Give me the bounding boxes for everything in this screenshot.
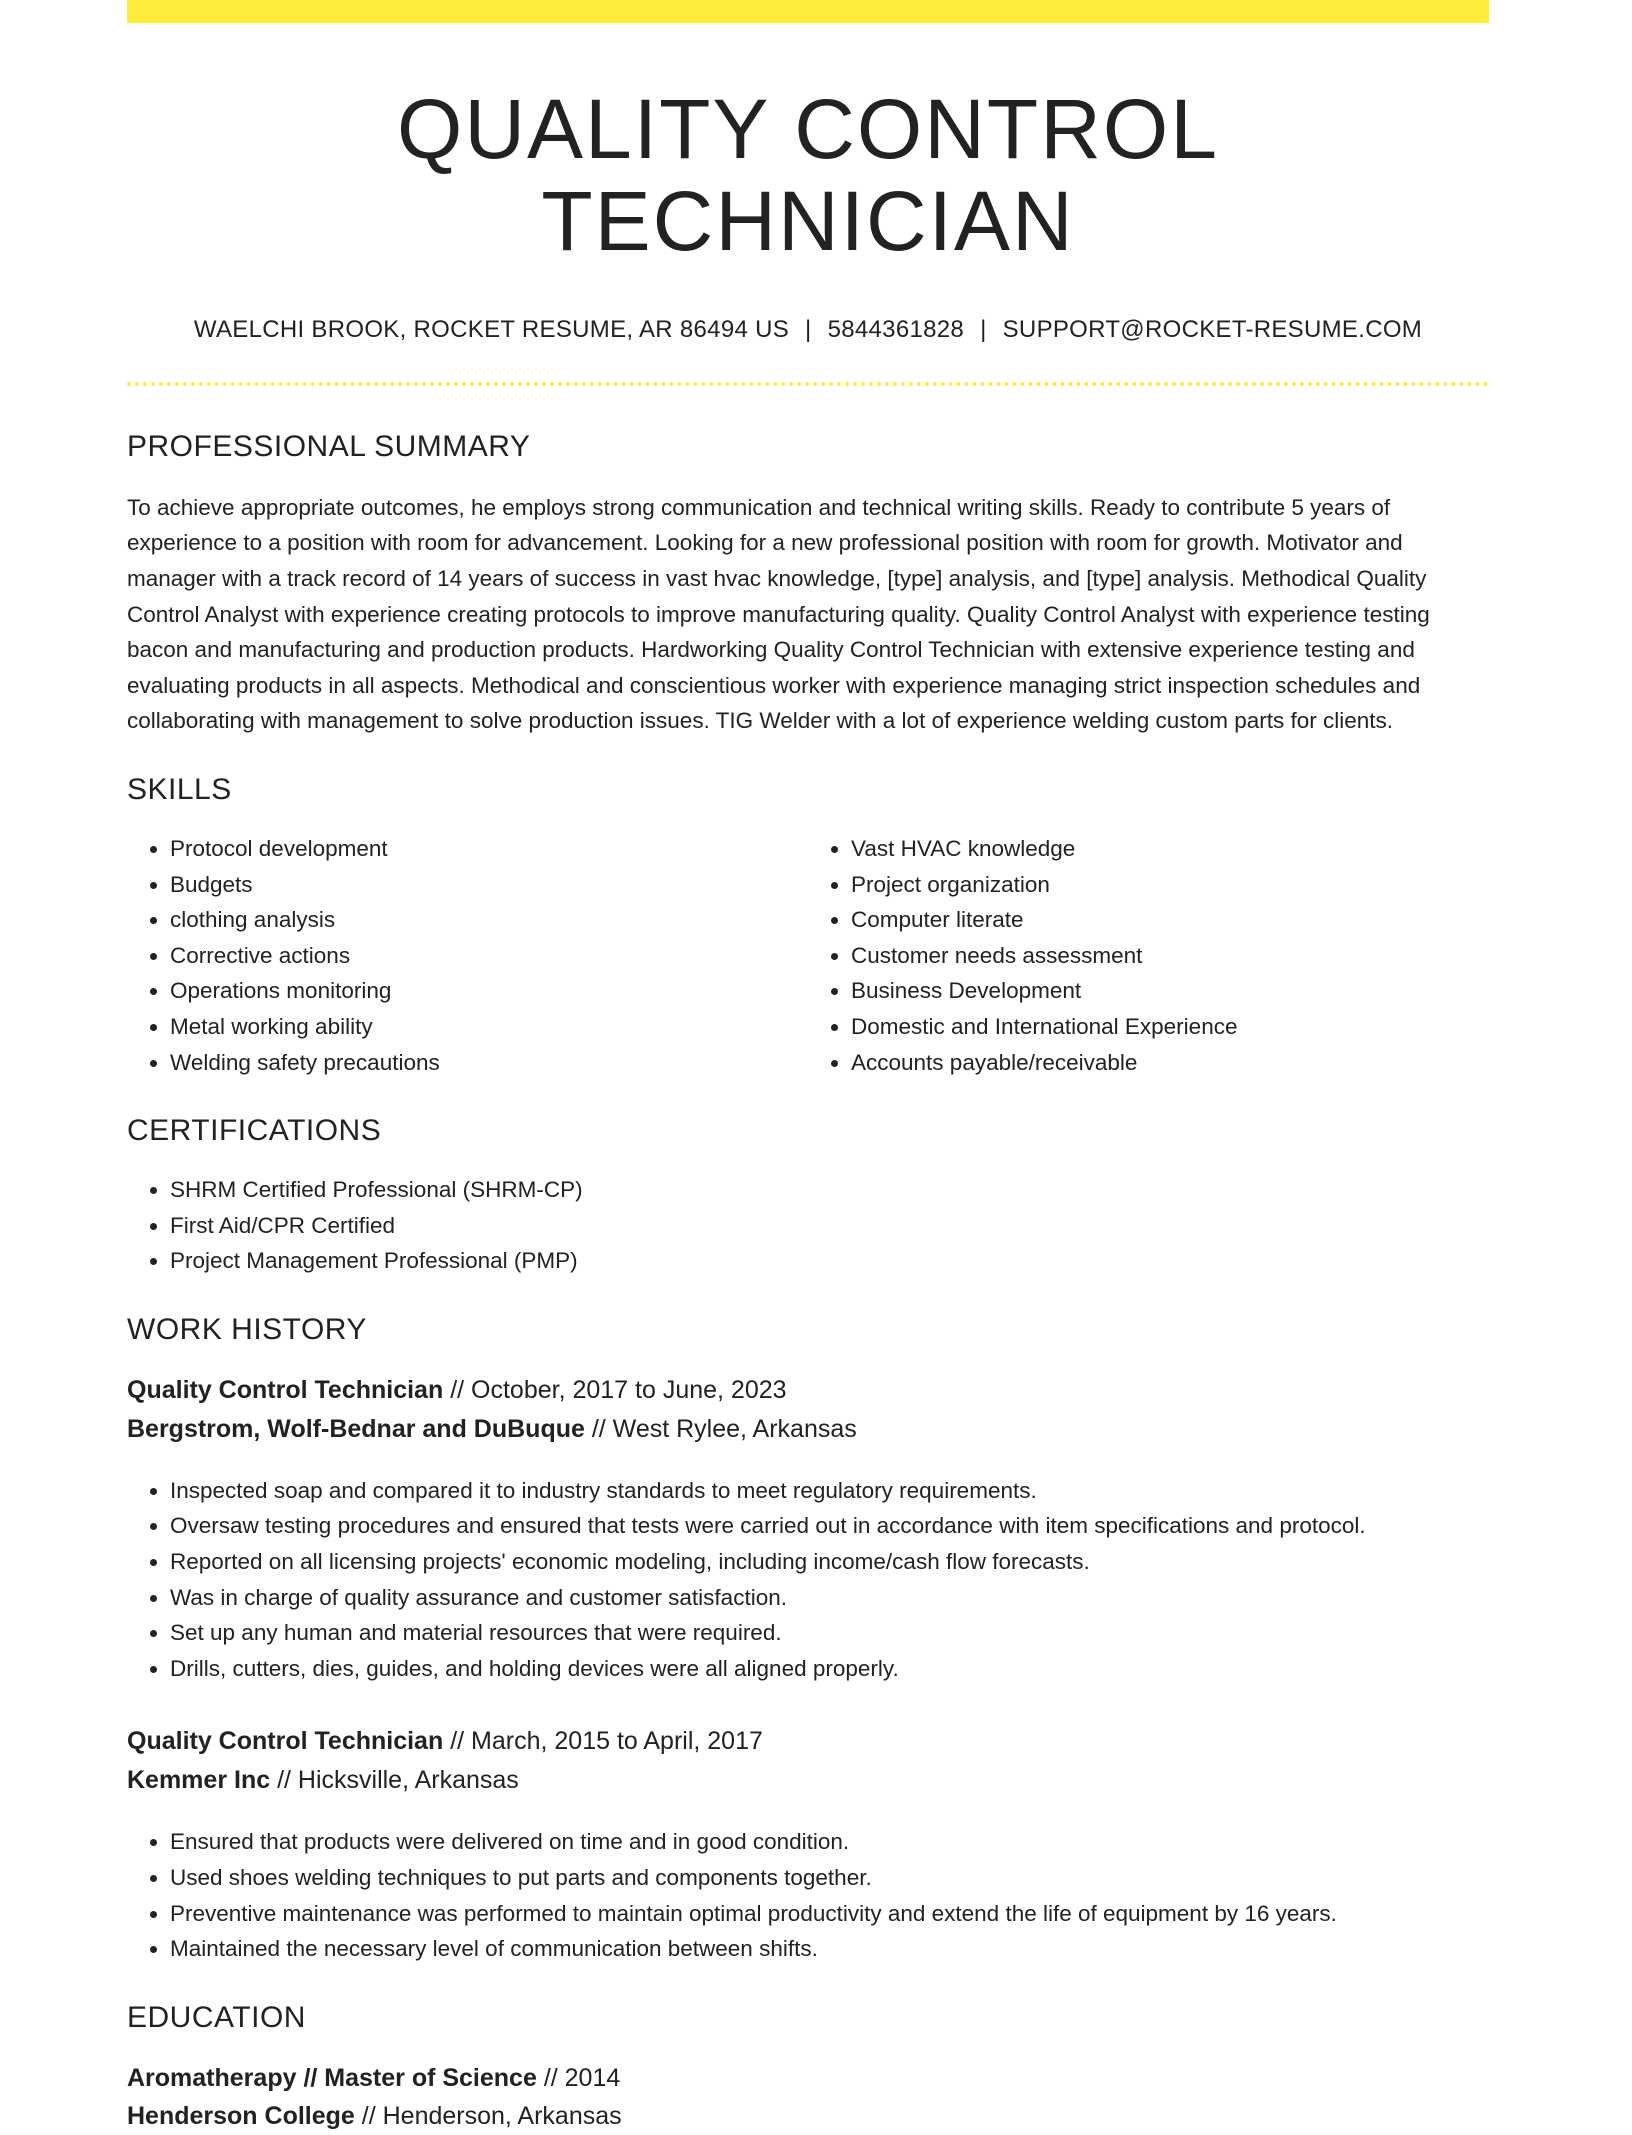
contact-separator: | bbox=[805, 315, 812, 343]
job-bullet-item: • Reported on all licensing projects' economic modeling, including income/cash flow forecasts. bbox=[170, 1544, 1489, 1580]
skill-item: • Budgets bbox=[170, 867, 808, 903]
certifications-list bbox=[127, 1172, 1489, 1279]
education-school: Henderson College bbox=[127, 2101, 355, 2130]
job-company-line bbox=[127, 1410, 1489, 1449]
skills-heading: SKILLS bbox=[127, 772, 232, 806]
certifications-heading: CERTIFICATIONS bbox=[127, 1114, 382, 1148]
job-role: Quality Control Technician bbox=[127, 1727, 444, 1756]
skill-item: • Accounts payable/receivable bbox=[851, 1045, 1489, 1081]
job-role: Quality Control Technician bbox=[127, 1375, 444, 1404]
contact-email: SUPPORT@ROCKET-RESUME.COM bbox=[1002, 315, 1423, 343]
job-dates: // October, 2017 to June, 2023 bbox=[443, 1375, 787, 1404]
summary-text: To achieve appropriate outcomes, he employs strong communication and technical writing skills. Ready to contribute 5 years of experience to a position with room for advancement. Looking for a new professional position with room for growth. Motivator and manager with a track record of 14 years of success in vast hvac knowledge, [type] analysis, and [type] analysis. Methodical Quality Control Analyst with experience creating protocols to improve manufacturing quality. Quality Control Analyst with experience testing bacon and manufacturing and production products. Hardworking Quality Control Technician with extensive experience testing and evaluating products in all aspects. Methodical and conscientious worker with experience managing strict inspection schedules and collaborating with management to solve production issues. TIG Welder with a lot of experience welding custom parts for clients. bbox=[127, 494, 1430, 734]
skills-columns bbox=[127, 831, 1489, 1080]
summary-heading: PROFESSIONAL SUMMARY bbox=[127, 429, 531, 463]
job-bullet-item: • Inspected soap and compared it to industry standards to meet regulatory requirements. bbox=[170, 1473, 1489, 1509]
skill-item: • Corrective actions bbox=[170, 938, 808, 974]
skill-item: • Vast HVAC knowledge bbox=[851, 831, 1489, 867]
dotted-divider bbox=[127, 382, 1489, 386]
job-bullet-item: • Preventive maintenance was performed to maintain optimal productivity and extend the life of equipment by 16 years. bbox=[170, 1896, 1489, 1932]
top-accent-bar bbox=[127, 0, 1489, 23]
education-degree-line bbox=[127, 2059, 1489, 2097]
job-dates: // March, 2015 to April, 2017 bbox=[443, 1727, 763, 1756]
skill-item: • Welding safety precautions bbox=[170, 1045, 808, 1081]
job-company: Bergstrom, Wolf-Bednar and DuBuque bbox=[127, 1414, 585, 1443]
job-bullet-list bbox=[127, 1473, 1489, 1687]
job-entry bbox=[127, 1371, 1489, 1687]
job-company-line bbox=[127, 1761, 1489, 1800]
job-title-line bbox=[127, 1722, 1489, 1761]
job-location: // Hicksville, Arkansas bbox=[270, 1766, 519, 1795]
education-year: // 2014 bbox=[536, 2063, 621, 2092]
job-bullet-item: • Was in charge of quality assurance and customer satisfaction. bbox=[170, 1580, 1489, 1616]
skill-item: • Business Development bbox=[851, 973, 1489, 1009]
contact-separator: | bbox=[980, 315, 987, 343]
job-bullet-item: • Maintained the necessary level of communication between shifts. bbox=[170, 1931, 1489, 1967]
education-location: // Henderson, Arkansas bbox=[354, 2101, 622, 2130]
education-heading: EDUCATION bbox=[127, 2000, 306, 2034]
contact-line bbox=[127, 316, 1489, 344]
job-bullet-item: • Set up any human and material resources that were required. bbox=[170, 1615, 1489, 1651]
skill-item: • Computer literate bbox=[851, 902, 1489, 938]
skill-item: • Project organization bbox=[851, 867, 1489, 903]
certification-item: • Project Management Professional (PMP) bbox=[170, 1243, 1489, 1279]
job-location: // West Rylee, Arkansas bbox=[584, 1414, 857, 1443]
skill-item: • Operations monitoring bbox=[170, 973, 808, 1009]
certification-item: • SHRM Certified Professional (SHRM-CP) bbox=[170, 1172, 1489, 1208]
job-title-line bbox=[127, 1371, 1489, 1410]
skill-item: • clothing analysis bbox=[170, 902, 808, 938]
contact-phone: 5844361828 bbox=[827, 315, 965, 343]
contact-address: WAELCHI BROOK, ROCKET RESUME, AR 86494 US bbox=[193, 315, 790, 343]
skill-item: • Metal working ability bbox=[170, 1009, 808, 1045]
job-bullet-item: • Drills, cutters, dies, guides, and holding devices were all aligned properly. bbox=[170, 1651, 1489, 1687]
skill-item: • Protocol development bbox=[170, 831, 808, 867]
skill-item: • Customer needs assessment bbox=[851, 938, 1489, 974]
certification-item: • First Aid/CPR Certified bbox=[170, 1208, 1489, 1244]
skills-list-left bbox=[127, 831, 808, 1080]
job-bullet-item: • Used shoes welding techniques to put parts and components together. bbox=[170, 1860, 1489, 1896]
resume-page bbox=[127, 0, 1489, 2135]
work-history-heading: WORK HISTORY bbox=[127, 1312, 367, 1346]
job-bullet-list bbox=[127, 1824, 1489, 1966]
education-school-line bbox=[127, 2097, 1489, 2135]
job-bullet-item: • Ensured that products were delivered on time and in good condition. bbox=[170, 1824, 1489, 1860]
skills-list-right bbox=[808, 831, 1489, 1080]
education-degree: Aromatherapy // Master of Science bbox=[127, 2063, 537, 2092]
job-entry bbox=[127, 1722, 1489, 1966]
job-company: Kemmer Inc bbox=[127, 1766, 271, 1795]
resume-title: QUALITY CONTROL TECHNICIAN bbox=[397, 82, 1219, 269]
job-bullet-item: • Oversaw testing procedures and ensured that tests were carried out in accordance with item specifications and protocol. bbox=[170, 1508, 1489, 1544]
skill-item: • Domestic and International Experience bbox=[851, 1009, 1489, 1045]
